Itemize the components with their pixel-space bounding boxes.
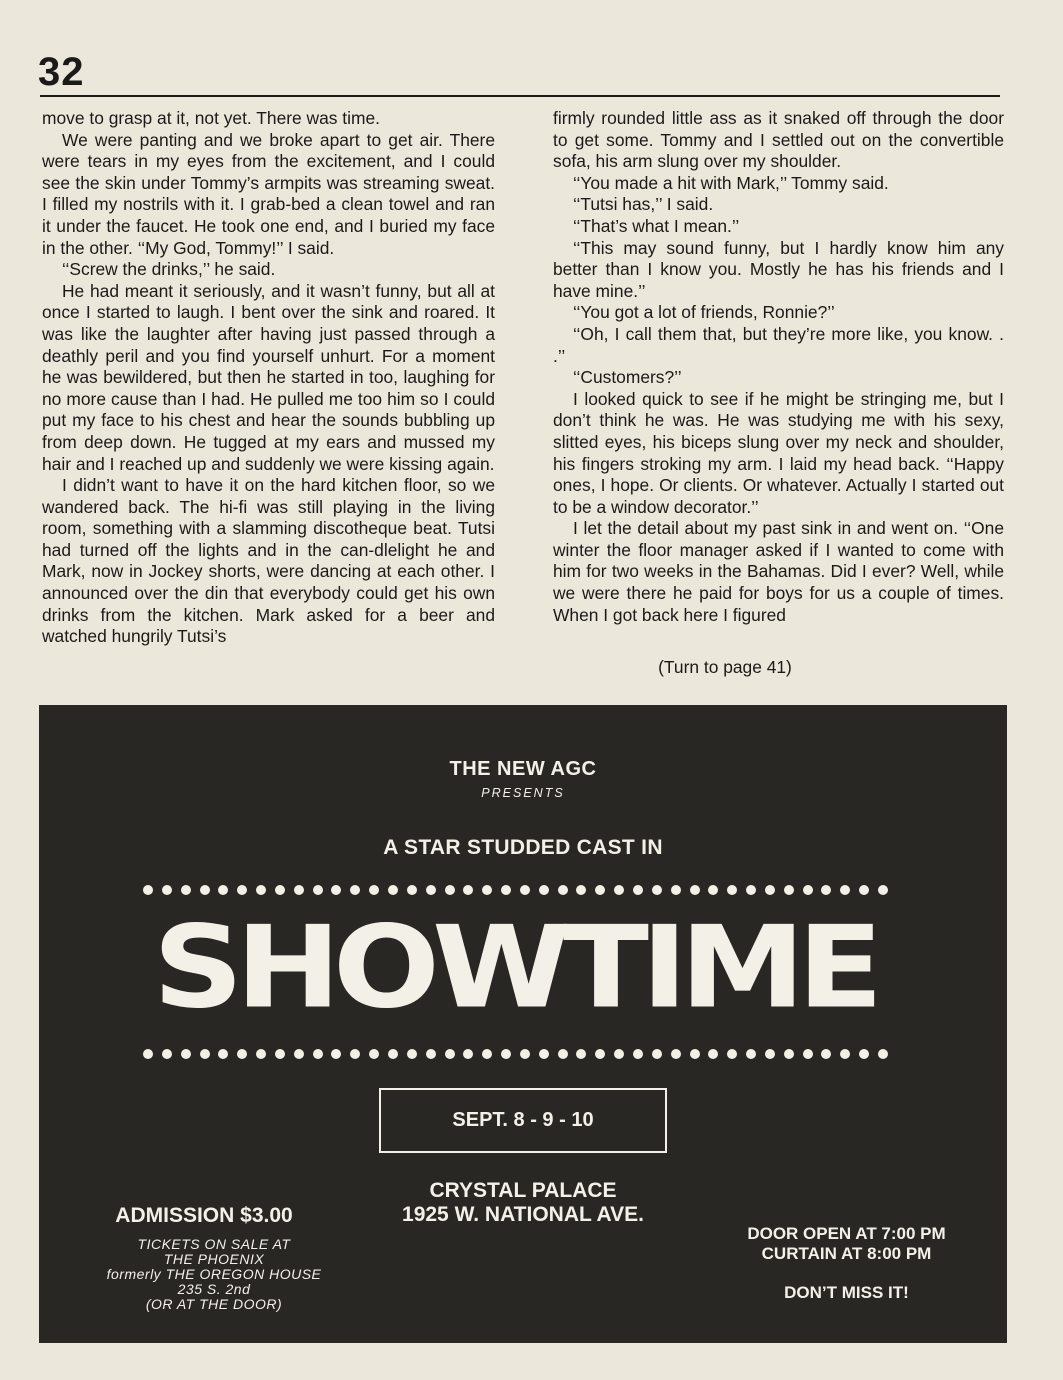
marquee-dot — [652, 1049, 662, 1059]
ad-door-time: DOOR OPEN AT 7:00 PM — [747, 1224, 946, 1243]
marquee-dot — [200, 1049, 210, 1059]
ticket-line: TICKETS ON SALE AT — [137, 1236, 291, 1252]
marquee-dot — [501, 885, 511, 895]
marquee-dot — [445, 885, 455, 895]
ad-presents: PRESENTS — [481, 786, 565, 800]
marquee-dot — [878, 1049, 888, 1059]
marquee-dot — [746, 885, 756, 895]
header-rule — [40, 95, 1000, 97]
marquee-dot — [482, 885, 492, 895]
marquee-dot — [445, 1049, 455, 1059]
paragraph: ‘‘That’s what I mean.’’ — [573, 215, 740, 236]
marquee-dot — [558, 885, 568, 895]
paragraph: ‘‘Tutsi has,’’ I said. — [573, 194, 714, 215]
marquee-dot — [633, 1049, 643, 1059]
ticket-line: (OR AT THE DOOR) — [145, 1296, 283, 1312]
marquee-dot — [463, 885, 473, 895]
marquee-dot — [200, 885, 210, 895]
dot-border-bottom — [143, 1047, 888, 1061]
ad-organization: THE NEW AGC — [449, 758, 597, 780]
ticket-line: formerly THE OREGON HOUSE — [106, 1266, 322, 1282]
ad-curtain-time: CURTAIN AT 8:00 PM — [761, 1244, 932, 1263]
marquee-dot — [162, 885, 172, 895]
marquee-dot — [218, 1049, 228, 1059]
paragraph: We were panting and we broke apart to get air. There were tears in my eyes from the excitement, and I could see the skin under Tommy’s armpits was streaming sweat. I filled my nostrils with it. I grab-bed a clean towel and ran it under the faucet. He took one end, and I buried my face in the other. ‘‘My God, Tommy!’’ I said. — [42, 129, 495, 258]
marquee-dot — [595, 1049, 605, 1059]
marquee-dot — [821, 885, 831, 895]
marquee-dot — [275, 1049, 285, 1059]
paragraph: ‘‘You got a lot of friends, Ronnie?’’ — [573, 302, 835, 323]
paragraph: firmly rounded little ass as it snaked off through the door to get some. Tommy and I settled out on the convertible sofa, his arm slung over my shoulder. — [553, 108, 1004, 172]
paragraph: move to grasp at it, not yet. There was time. — [42, 108, 380, 128]
marquee-dot — [803, 1049, 813, 1059]
ad-admission: ADMISSION $3.00 — [115, 1204, 293, 1227]
marquee-dot — [803, 885, 813, 895]
marquee-dot — [294, 885, 304, 895]
dot-border-top — [143, 883, 888, 897]
marquee-dot — [558, 1049, 568, 1059]
marquee-dot — [256, 885, 266, 895]
marquee-dot — [690, 885, 700, 895]
page-number: 32 — [38, 50, 85, 94]
marquee-dot — [614, 1049, 624, 1059]
marquee-dot — [652, 885, 662, 895]
marquee-dot — [426, 1049, 436, 1059]
paragraph: He had meant it seriously, and it wasn’t funny, but all at once I started to laugh. I bent over the sink and roared. It was like the laughter after having just passed through a deathly peril and you find yourself unhurt. For a moment he was bewildered, but then he started in too, laughing for no more cause than I had. He pulled me too him so I could put my face to his chest and hear the sounds bubbling up from deep down. He tugged at my ears and mussed my hair and I reached up and suddenly we were kissing again. — [42, 280, 495, 474]
ticket-line: 235 S. 2nd — [177, 1281, 251, 1297]
ad-dates: SEPT. 8 - 9 - 10 — [452, 1109, 594, 1131]
ad-tagline: A STAR STUDDED CAST IN — [383, 836, 663, 859]
marquee-dot — [143, 1049, 153, 1059]
marquee-dot — [275, 885, 285, 895]
ad-dont-miss: DON’T MISS IT! — [784, 1283, 909, 1302]
paragraph: ‘‘Customers?’’ — [573, 367, 682, 388]
showtime-advertisement — [39, 705, 1007, 1343]
paragraph: ‘‘You made a hit with Mark,’’ Tommy said. — [573, 172, 889, 193]
marquee-dot — [784, 885, 794, 895]
marquee-dot — [143, 885, 153, 895]
continuation-note: (Turn to page 41) — [658, 657, 792, 677]
marquee-dot — [313, 1049, 323, 1059]
marquee-dot — [463, 1049, 473, 1059]
marquee-dot — [388, 1049, 398, 1059]
marquee-dot — [708, 885, 718, 895]
marquee-dot — [520, 1049, 530, 1059]
marquee-dot — [576, 1049, 586, 1059]
marquee-dot — [727, 885, 737, 895]
marquee-dot — [350, 885, 360, 895]
paragraph: I let the detail about my past sink in and went on. ‘‘One winter the floor manager asked if I wanted to come with him for two weeks in the Bahamas. Did I ever? Well, while we were there he paid for boys for us a couple of times. When I got back here I figured — [553, 518, 1004, 625]
marquee-dot — [727, 1049, 737, 1059]
marquee-dot — [256, 1049, 266, 1059]
marquee-dot — [765, 1049, 775, 1059]
marquee-dot — [350, 1049, 360, 1059]
marquee-dot — [407, 1049, 417, 1059]
marquee-dot — [369, 885, 379, 895]
marquee-dot — [407, 885, 417, 895]
marquee-dot — [482, 1049, 492, 1059]
paragraph: ‘‘This may sound funny, but I hardly know him any better than I know you. Mostly he has his friends and I have mine.’’ — [553, 237, 1004, 301]
marquee-dot — [859, 885, 869, 895]
ad-tickets-info — [94, 1237, 334, 1312]
marquee-dot — [237, 885, 247, 895]
marquee-dot — [181, 885, 191, 895]
marquee-dot — [331, 885, 341, 895]
paragraph: ‘‘Oh, I call them that, but they’re more like, you know. . .’’ — [553, 323, 1004, 366]
marquee-dot — [840, 1049, 850, 1059]
marquee-dot — [331, 1049, 341, 1059]
marquee-dot — [690, 1049, 700, 1059]
paragraph: ‘‘Screw the drinks,’’ he said. — [62, 259, 276, 280]
marquee-dot — [218, 885, 228, 895]
marquee-dot — [765, 885, 775, 895]
marquee-dot — [746, 1049, 756, 1059]
marquee-dot — [539, 885, 549, 895]
marquee-dot — [859, 1049, 869, 1059]
marquee-dot — [576, 885, 586, 895]
marquee-dot — [388, 885, 398, 895]
marquee-dot — [313, 885, 323, 895]
marquee-dot — [840, 885, 850, 895]
story-column-left — [42, 108, 495, 648]
ad-venue-address: 1925 W. NATIONAL AVE. — [402, 1203, 644, 1226]
paragraph: I didn’t want to have it on the hard kitchen floor, so we wandered back. The hi-fi was still playing in the living room, something with a slamming discotheque beat. Tutsi had turned off the lights and in the can-dlelight he and Mark, now in Jockey shorts, were dancing at each other. I announced over the din that everybody could get his own drinks from the kitchen. Mark asked for a beer and watched hungrily Tutsi’s — [42, 475, 495, 647]
marquee-dot — [633, 885, 643, 895]
marquee-dot — [784, 1049, 794, 1059]
marquee-dot — [426, 885, 436, 895]
marquee-dot — [369, 1049, 379, 1059]
ad-venue-name: CRYSTAL PALACE — [429, 1179, 617, 1202]
marquee-dot — [671, 885, 681, 895]
marquee-dot — [501, 1049, 511, 1059]
marquee-dot — [708, 1049, 718, 1059]
marquee-dot — [614, 885, 624, 895]
marquee-dot — [878, 885, 888, 895]
marquee-dot — [520, 885, 530, 895]
marquee-dot — [294, 1049, 304, 1059]
marquee-dot — [162, 1049, 172, 1059]
paragraph: I looked quick to see if he might be stringing me, but I don’t think he was. He was studying me with his sexy, slitted eyes, his biceps slung over my neck and shoulder, his fingers stroking my arm. I laid my head back. ‘‘Happy ones, I hope. Or clients. Or whatever. Actually I started out to be a window decorator.’’ — [553, 388, 1004, 517]
marquee-dot — [539, 1049, 549, 1059]
marquee-dot — [821, 1049, 831, 1059]
ticket-line: THE PHOENIX — [163, 1251, 265, 1267]
marquee-dot — [671, 1049, 681, 1059]
story-column-right — [553, 108, 1004, 626]
marquee-dot — [237, 1049, 247, 1059]
ad-title: SHOWTIME — [152, 901, 876, 1034]
marquee-dot — [181, 1049, 191, 1059]
marquee-dot — [595, 885, 605, 895]
